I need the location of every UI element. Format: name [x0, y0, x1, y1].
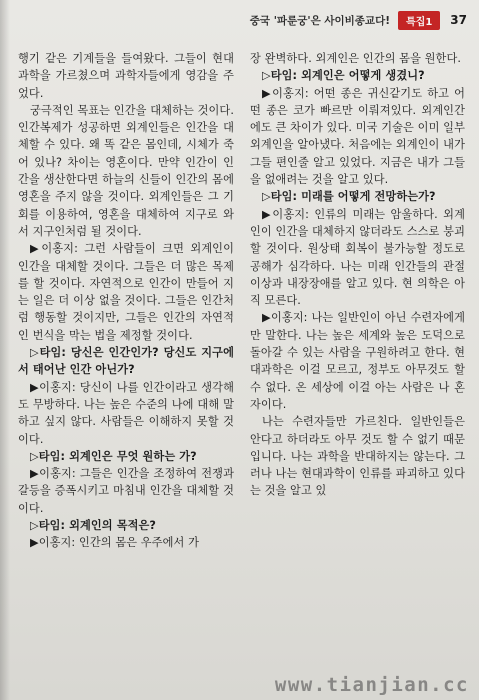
- running-title: 중국 '파룬궁'은 사이비종교다!: [249, 14, 391, 27]
- paragraph: ▶이홍지: 그들은 인간을 조정하여 전쟁과 갈등을 증폭시키고 마침내 인간을 대체할 것이다.: [18, 467, 234, 515]
- question: ▷타임: 외계인의 목적은?: [30, 519, 157, 533]
- left-column: [18, 50, 234, 552]
- paragraph: 행기 같은 기계들을 들여왔다. 그들이 현대 과학을 가르쳤으며 과학자들에게 영감을 주었다.: [18, 52, 234, 100]
- paragraph: ▶이홍지: 인류의 미래는 암울하다. 외계인이 인간을 대체하지 않더라도 스스로 붕괴할 것이다. 원상태 회복이 불가능할 정도로 공해가 심각하다. 나는 미래 인간들의 관절이상과 내장장애를 알고 있다. 현 의학은 아직 모른다.: [250, 207, 465, 308]
- page-header: [0, 0, 479, 40]
- paragraph: 장 완벽하다. 외계인은 인간의 몸을 원한다.: [250, 52, 462, 65]
- paragraph: 나는 수련자들만 가르친다. 일반인들은 안다고 하더라도 아무 것도 할 수 없기 때문입니다. 나는 과학을 반대하지는 않는다. 그러나 나는 현대과학이 인류를 파괴하고 있다는 것을 알고 있: [250, 415, 465, 498]
- paragraph: ▶이홍지: 인간의 몸은 우주에서 가: [30, 536, 199, 550]
- question: ▷타임: 당신은 인간인가? 당신도 지구에서 태어난 인간 아닌가?: [18, 346, 234, 377]
- paragraph: 궁극적인 목표는 인간을 대체하는 것이다. 인간복제가 성공하면 외계인들은 인간을 대체할 수 있다. 왜 똑 같은 몸인데, 시체가 죽어 있나? 차이는 영혼이다. 만약 인간이 인간을 생산한다면 하늘의 신들이 인간의 몸에 영혼을 주지 않을 것이다. 외계인들은 그 기회를 이용하여, 영혼을 대체하여 지구로 와서 지구인처럼 될 것이다.: [18, 103, 234, 238]
- right-column: [250, 50, 465, 500]
- watermark: www.tianjian.cc: [274, 674, 469, 696]
- paragraph: ▶이홍지: 나는 일반인이 아닌 수련자에게만 말한다. 나는 높은 세계와 높은 도덕으로 돌아갈 수 있는 사람을 구원하려고 한다. 현대과학은 이걸 모르고, 정부도 아무것도 할 수 없다. 온 세상에 이걸 아는 사람은 나 혼자이다.: [250, 311, 465, 411]
- section-badge: 특집1: [398, 11, 440, 30]
- question: ▷타임: 미래를 어떻게 전망하는가?: [262, 190, 436, 204]
- paragraph: ▶이홍지: 당신이 나를 인간이라고 생각해도 무방하다. 나는 높은 수준의 나에 대해 말하고 싶지 않다. 사람들은 이해하지 못할 것이다.: [18, 380, 234, 446]
- paragraph: ▶이홍지: 그런 사람들이 크면 외계인이 인간을 대체할 것이다. 그들은 더 많은 목제를 할 것이다. 자연적으로 인간이 만들어 지는 일은 더 이상 없을 것이다. 그들은 인간처럼 행동할 것이지만, 그들은 인간의 자연적인 번식을 막는 법을 제정할 것이다.: [18, 242, 234, 342]
- page-number: 37: [450, 13, 467, 27]
- paragraph: ▶이홍지: 어떤 종은 귀신같기도 하고 어떤 종은 코가 빠르만 이뤄져있다. 외계인간에도 큰 차이가 있다. 미국 기술은 이미 일부 외계인을 알아냈다. 처음에는 외계인이 내가 그들 편인줄 알고 있었다. 지금은 내가 그들을 없애려는 것을 알고 있다.: [250, 86, 465, 187]
- question: ▷타임: 외계인은 무엇 원하는 가?: [30, 449, 197, 463]
- question: ▷타임: 외계인은 어떻게 생겼니?: [262, 69, 425, 83]
